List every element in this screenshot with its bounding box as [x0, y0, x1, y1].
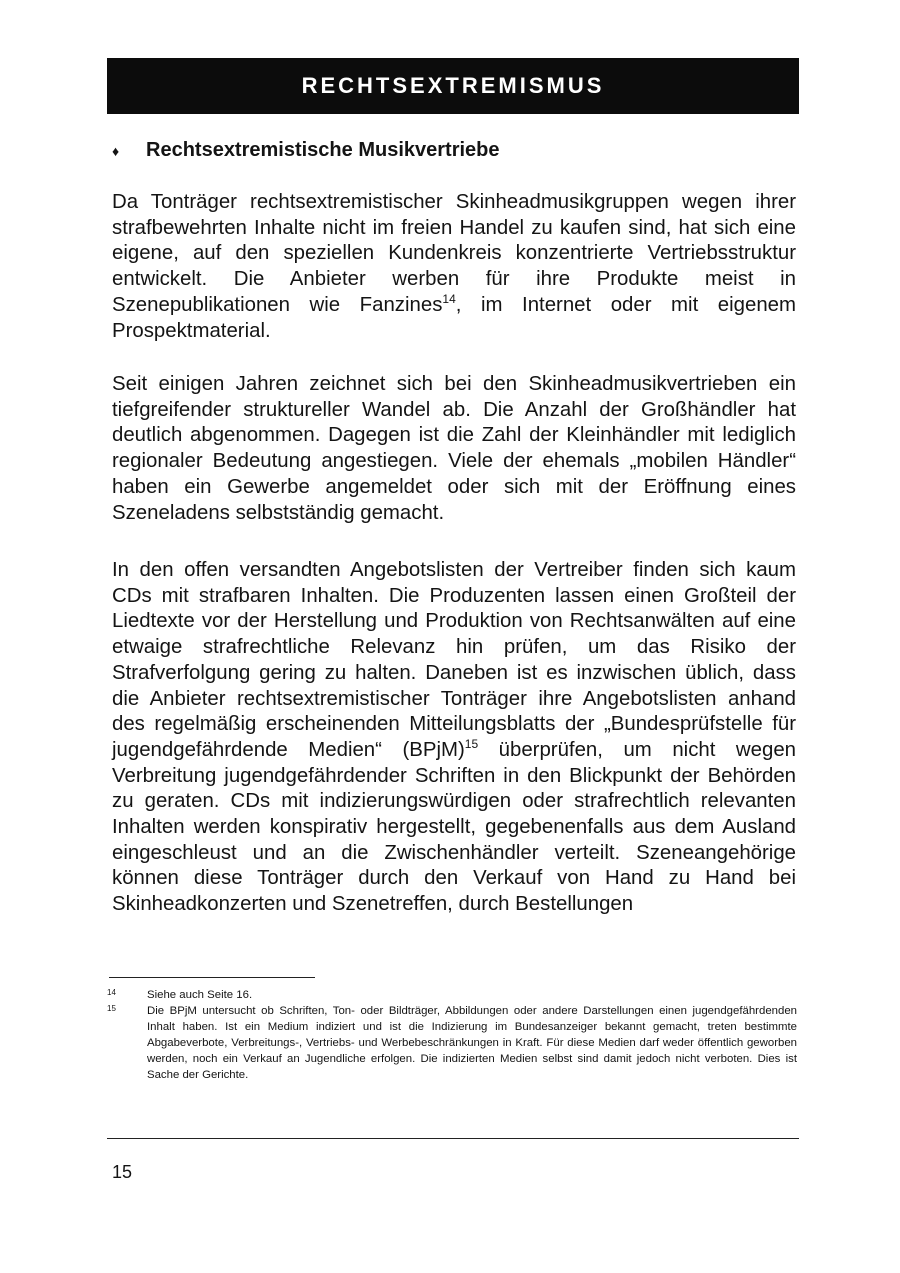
paragraph-1-text-a: Da Tonträger rechtsextremistischer Skinheadmusikgruppen wegen ihrer strafbewehrten Inhalte nicht im freien Handel zu kaufen sind, hat sich eine eigene, auf den speziellen Kundenkreis konzentrierte Vertriebsstruktur entwickelt. Die Anbieter werben für ihre Produkte meist in Szenepublikationen wie Fanzines [112, 191, 796, 316]
footnote-separator [109, 977, 315, 978]
footnote-ref-15[interactable]: 15 [464, 737, 479, 752]
footnotes [107, 987, 797, 1083]
footnote-number: 14 [107, 988, 116, 997]
page-header-title: RECHTSEXTREMISMUS [301, 73, 605, 98]
paragraph-3 [112, 558, 796, 918]
paragraph-1 [112, 190, 796, 344]
paragraph-3-text-b: überprüfen, um nicht wegen Verbreitung jugendgefährdender Schriften in den Blickpunkt der Behörden zu geraten. CDs mit indizierungswürdigen oder strafrechtlich relevanten Inhalten werden konspirativ hergestellt, gegebenenfalls aus dem Ausland eingeschleust und an die Zwischenhändler verteilt. Szeneangehörige können diese Tonträger durch den Verkauf von Hand zu Hand bei Skinheadkonzerten und Szenetreffen, durch Bestellungen [112, 738, 796, 916]
footnote-ref-14[interactable]: 14 [442, 292, 456, 307]
paragraph-1-text-b: , im Internet oder mit eigenem Prospektmaterial. [112, 293, 796, 342]
page-footer-rule [107, 1138, 799, 1139]
footnote-15 [107, 1003, 797, 1083]
section-heading-text: Rechtsextremistische Musikvertriebe [146, 139, 500, 161]
diamond-bullet-icon: ♦ [112, 142, 120, 159]
page-number: 15 [112, 1162, 133, 1182]
footnote-14 [107, 987, 797, 1003]
footnote-number: 15 [107, 1004, 116, 1013]
paragraph-3-text-a: In den offen versandten Angebotslisten der Vertreiber finden sich kaum CDs mit strafbaren Inhalten. Die Produzenten lassen einen Großteil der Liedtexte vor der Herstellung und Produktion von Rechtsanwälten auf eine etwaige strafrechtliche Relevanz hin prüfen, um das Risiko der Strafverfolgung gering zu halten. Daneben ist es inzwischen üblich, dass die Anbieter rechtsextremistischer Tonträger ihre Angebotslisten anhand des regelmäßig erscheinenden Mitteilungsblatts der „Bundesprüfstelle für jugendgefährdende Medien“ (BPjM) [112, 559, 796, 761]
section-heading [112, 139, 500, 162]
footnote-text: Siehe auch Seite 16. [147, 989, 253, 1001]
footnote-text: Die BPjM untersucht ob Schriften, Ton- oder Bildträger, Abbildungen oder andere Darstellungen einen jugendgefährdenden Inhalt haben. Ist ein Medium indiziert und ist die Indizierung im Bundesanzeiger bekannt gemacht, treten bestimmte Abgabeverbote, Verbreitungs-, Vertriebs- und Werbebeschränkungen in Kraft. Für diese Medien darf weder öffentlich geworben werden, noch ein Verkauf an Jugendliche erfolgen. Die indizierten Medien selbst sind damit jedoch nicht verboten. Dies ist Sache der Gerichte. [147, 1005, 797, 1081]
header-bar [107, 58, 799, 114]
paragraph-2: Seit einigen Jahren zeichnet sich bei den Skinheadmusikvertrieben ein tiefgreifender struktureller Wandel ab. Die Anzahl der Großhändler hat deutlich abgenommen. Dagegen ist die Zahl der Kleinhändler mit lediglich regionaler Bedeutung angestiegen. Viele der ehemals „mobilen Händler“ haben ein Gewerbe angemeldet oder sich mit der Eröffnung eines Szeneladens selbstständig gemacht. [112, 373, 796, 524]
